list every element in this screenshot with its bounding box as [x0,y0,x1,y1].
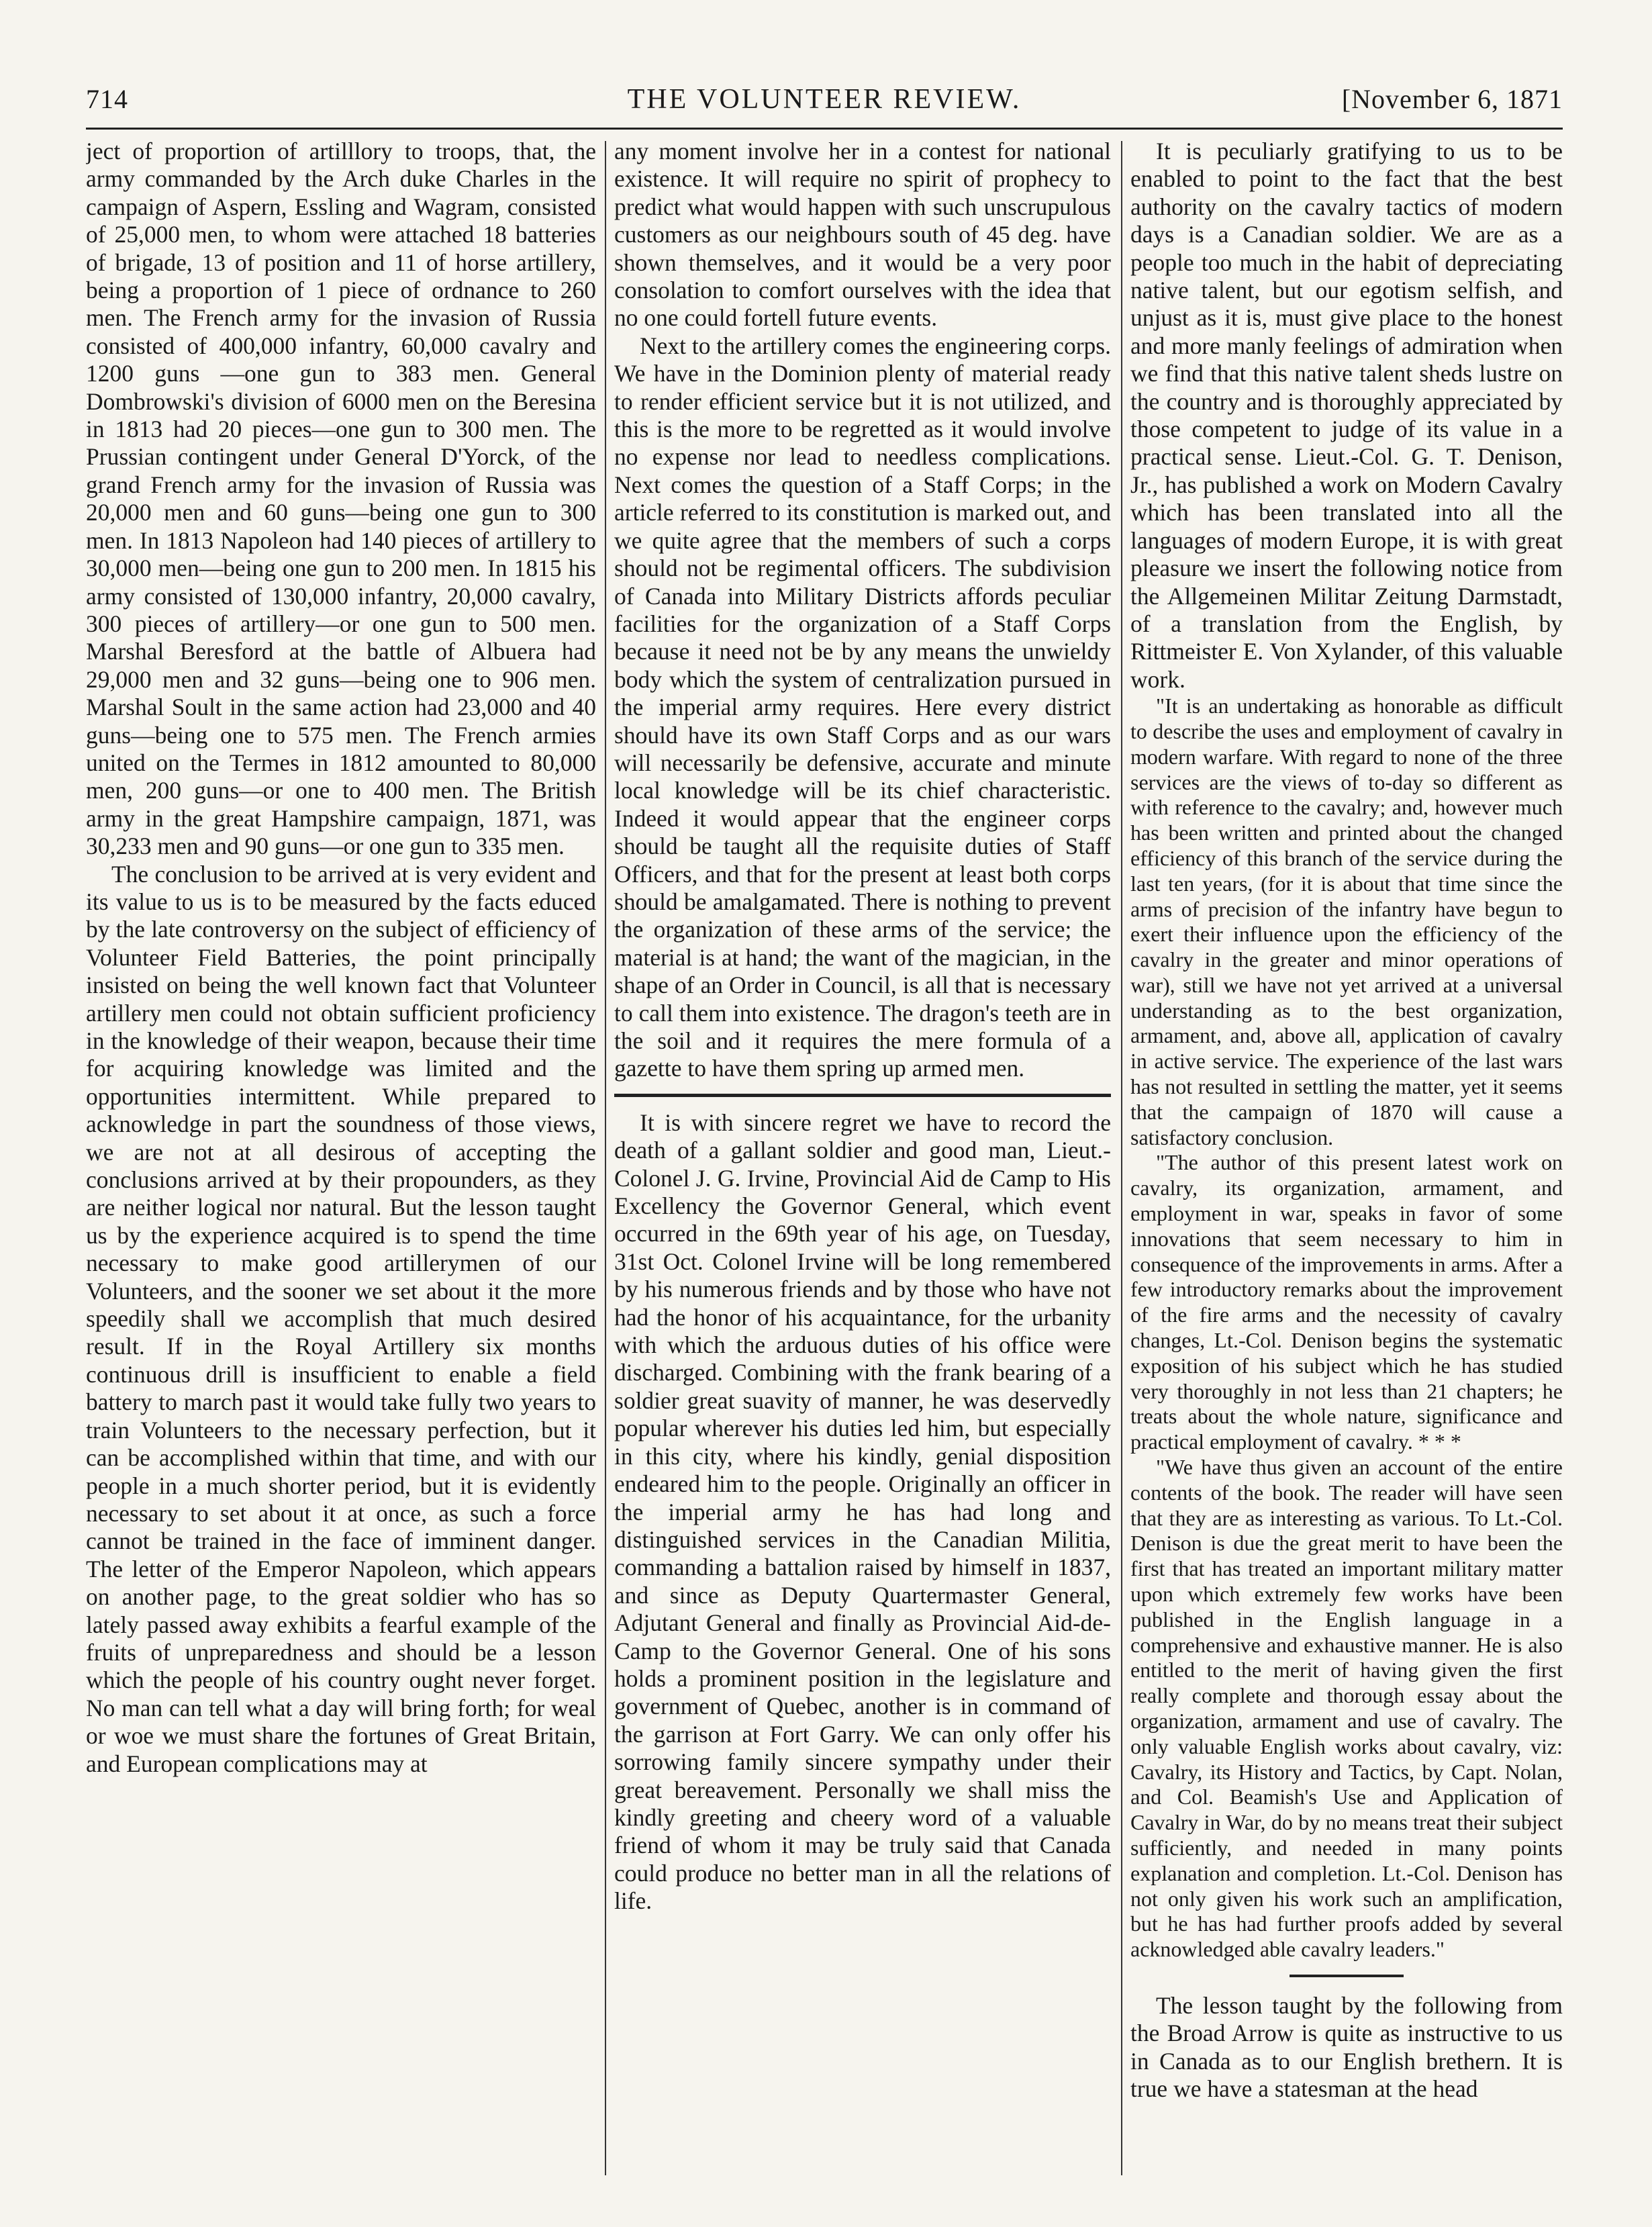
section-rule [1290,1975,1404,1977]
header-rule [86,128,1563,130]
quoted-paragraph: "It is an undertaking as honorable as difficult to describe the uses and employment of cavalry in modern warfare. With regard to none of the three services are the views of to-day so different as with reference to the cavalry; and, however much has been written and printed about the changed efficiency of this branch of the service during the last ten years, (for it is about that time since the arms of precision of the infantry have begun to exert their influence upon the efficiency of the cavalry in the greater and minor operations of war), still we have not yet arrived at a universal understanding as to the best organization, armament, and, above all, application of cavalry in active service. The experience of the last wars has not resulted in settling the matter, yet it seems that the campaign of 1870 will cause a satisfactory conclusion. [1130,694,1563,1149]
column-divider [1121,141,1122,2175]
page-number: 714 [86,84,128,114]
page-header [86,83,1563,130]
paragraph: The conclusion to be arrived at is very evident and its value to us is to be measured by the facts educed by the late controversy on the subject of efficiency of Volunteer Field Batteries, the point principally insisted on being the well known fact that Volunteer artillery men could not obtain sufficient proficiency in the knowledge of their weapon, because their time for acquiring knowledge was limited and the opportunities intermittent. While prepared to acknowledge in part the soundness of those views, we are not at all desirous of accepting the conclusions arrived at by their propounders, as they are neither logical nor natural. But the lesson taught us by the experience acquired is to spend the time necessary to make good artillerymen of our Volunteers, and the sooner we set about it the more speedily shall we accomplish that much desired result. If in the Royal Artillery six months continuous drill is insufficient to enable a field battery to march past it would take fully two years to train Volunteers to the necessary perfection, but it can be accomplished within that time, and with our people in a much shorter period, but it is evidently necessary to set about it at once, as such a force cannot be trained in the face of imminent danger. The letter of the Emperor Napoleon, which appears on another page, to the great soldier who has so lately passed away exhibits a fearful example of the fruits of unpreparedness and should be a lesson which the people of his country ought never forget. No man can tell what a day will bring forth; for weal or woe we must share the fortunes of Great Britain, and European complications may at [86,860,596,1777]
issue-date: [November 6, 1871 [1341,84,1563,114]
paragraph: Next to the artillery comes the engineering corps. We have in the Dominion plenty of material ready to render efficient service but it is not utilized, and this is the more to be regretted as it would involve no expense nor lead to needless complications. Next comes the question of a Staff Corps; in the article referred to its constitution is marked out, and we quite agree that the members of such a corps should not be regimental officers. The subdivision of Canada into Military Districts affords peculiar facilities for the organization of a Staff Corps because it need not be by any means the unwieldy body which the system of centralization pursued in the imperial army requires. Here every district should have its own Staff Corps and as our wars will necessarily be defensive, accurate and minute local knowledge will be its chief characteristic. Indeed it would appear that the engineer corps should be taught all the requisite duties of Staff Officers, and that for the present at least both corps should be amalgamated. There is nothing to prevent the organization of these arms of the service; the material is at hand; the want of the magician, in the shape of an Order in Council, is all that is necessary to call them into existence. The dragon's teeth are in the soil and it requires the mere formula of a gazette to have them spring up armed men. [614,332,1111,1082]
section-rule [614,1094,1111,1097]
paragraph: The lesson taught by the following from the Broad Arrow is quite as instructive to us in Canada as to our English brethern. It is true we have a statesman at the head [1130,1991,1563,2103]
masthead-title: THE VOLUNTEER REVIEW. [627,84,1022,115]
column-3 [1130,138,1563,2179]
paragraph: any moment involve her in a contest for national existence. It will require no spirit of prophecy to predict what would happen with such unscrupulous customers as our neighbours south of 45 deg. have shown themselves, and it would be a very poor consolation to comfort ourselves with the idea that no one could fortell future events. [614,138,1111,332]
paragraph: ject of proportion of artilllory to troops, that, the army commanded by the Arch duke Charles in the campaign of Aspern, Essling and Wagram, consisted of 25,000 men, to whom were attached 18 batteries of brigade, 13 of position and 11 of horse artillery, being a proportion of 1 piece of ordnance to 260 men. The French army for the invasion of Russia consisted of 400,000 infantry, 60,000 cavalry and 1200 guns —one gun to 383 men. General Dombrowski's division of 6000 men on the Beresina in 1813 had 20 pieces—one gun to 300 men. The Prussian contingent under General D'Yorck, of the grand French army for the invasion of Russia was 20,000 men and 60 guns—being one gun to 300 men. In 1813 Napoleon had 140 pieces of artillery to 30,000 men—being one gun to 200 men. In 1815 his army consisted of 130,000 infantry, 20,000 cavalry, 300 pieces of artillery—or one gun to 500 men. Marshal Beresford at the battle of Albuera had 29,000 men and 32 guns—being one to 906 men. Marshal Soult in the same action had 23,000 and 40 guns—being one to 575 men. The French armies united on the Termes in 1812 amounted to 80,000 men, 200 guns—or one to 400 men. The British army in the great Hampshire campaign, 1871, was 30,233 men and 90 guns—or one gun to 335 men. [86,138,596,860]
column-2 [614,138,1111,2179]
paragraph: It is peculiarly gratifying to us to be enabled to point to the fact that the best authority on the cavalry tactics of modern days is a Canadian soldier. We are as a people too much in the habit of depreciating native talent, but our egotism selfish, and unjust as it is, must give place to the honest and more manly feelings of admiration when we find that this native talent sheds lustre on the country and is thoroughly appreciated by those competent to judge of its value in a practical sense. Lieut.-Col. G. T. Denison, Jr., has published a work on Modern Cavalry which has been translated into all the languages of modern Europe, it is with great pleasure we insert the following notice from the Allgemeinen Militar Zeitung Darmstadt, of a translation from the English, by Rittmeister E. Von Xylander, of this valuable work. [1130,138,1563,693]
column-1 [86,138,596,2179]
quoted-paragraph: "We have thus given an account of the entire contents of the book. The reader will have seen that they are as interesting as various. To Lt.-Col. Denison is due the great merit to have been the first that has treated an important military matter upon which extremely few works have been published in the English language in a comprehensive and exhaustive manner. He is also entitled to the merit of having given the first really complete and thorough essay about the organization, armament and use of cavalry. The only valuable English works about cavalry, viz: Cavalry, its History and Tactics, by Capt. Nolan, and Col. Beamish's Use and Application of Cavalry in War, do by no means treat their subject sufficiently, and needed in many points explanation and completion. Lt.-Col. Denison has not only given his work such an amplification, but he has had further proofs added by several acknowledged able cavalry leaders." [1130,1455,1563,1962]
obituary-paragraph: It is with sincere regret we have to record the death of a gallant soldier and good man, Lieut.-Colonel J. G. Irvine, Provincial Aid de Camp to His Excellency the Governor General, which event occurred in the 69th year of his age, on Tuesday, 31st Oct. Colonel Irvine will be long remembered by his numerous friends and by those who have not had the honor of his acquaintance, for the urbanity with which the arduous duties of his office were discharged. Combining with the frank bearing of a soldier great suavity of manner, he was deservedly popular wherever his duties led him, but especially in this city, where his kindly, genial disposition endeared him to the people. Originally an officer in the imperial army he has had long and distinguished services in the Canadian Militia, commanding a battalion raised by himself in 1837, and since as Deputy Quartermaster General, Adjutant General and finally as Provincial Aid-de-Camp to the Governor General. One of his sons holds a prominent position in the legislature and government of Quebec, another is in command of the garrison at Fort Garry. We can only offer his sorrowing family sincere sympathy under their great bereavement. Personally we shall miss the kindly greeting and cheery word of a valuable friend of whom it may be truly said that Canada could produce no better man in all the relations of life. [614,1108,1111,1915]
quoted-paragraph: "The author of this present latest work on cavalry, its organization, armament, and employment in war, speaks in favor of some innovations that seem necessary to him in consequence of the improvements in arms. After a few introductory remarks about the improvement of the fire arms and the necessity of cavalry changes, Lt.-Col. Denison begins the systematic exposition of his subject which he has studied very thoroughly in not less than 21 chapters; he treats about the whole nature, significance and practical employment of cavalry. * * * [1130,1150,1563,1454]
column-divider [605,141,606,2175]
